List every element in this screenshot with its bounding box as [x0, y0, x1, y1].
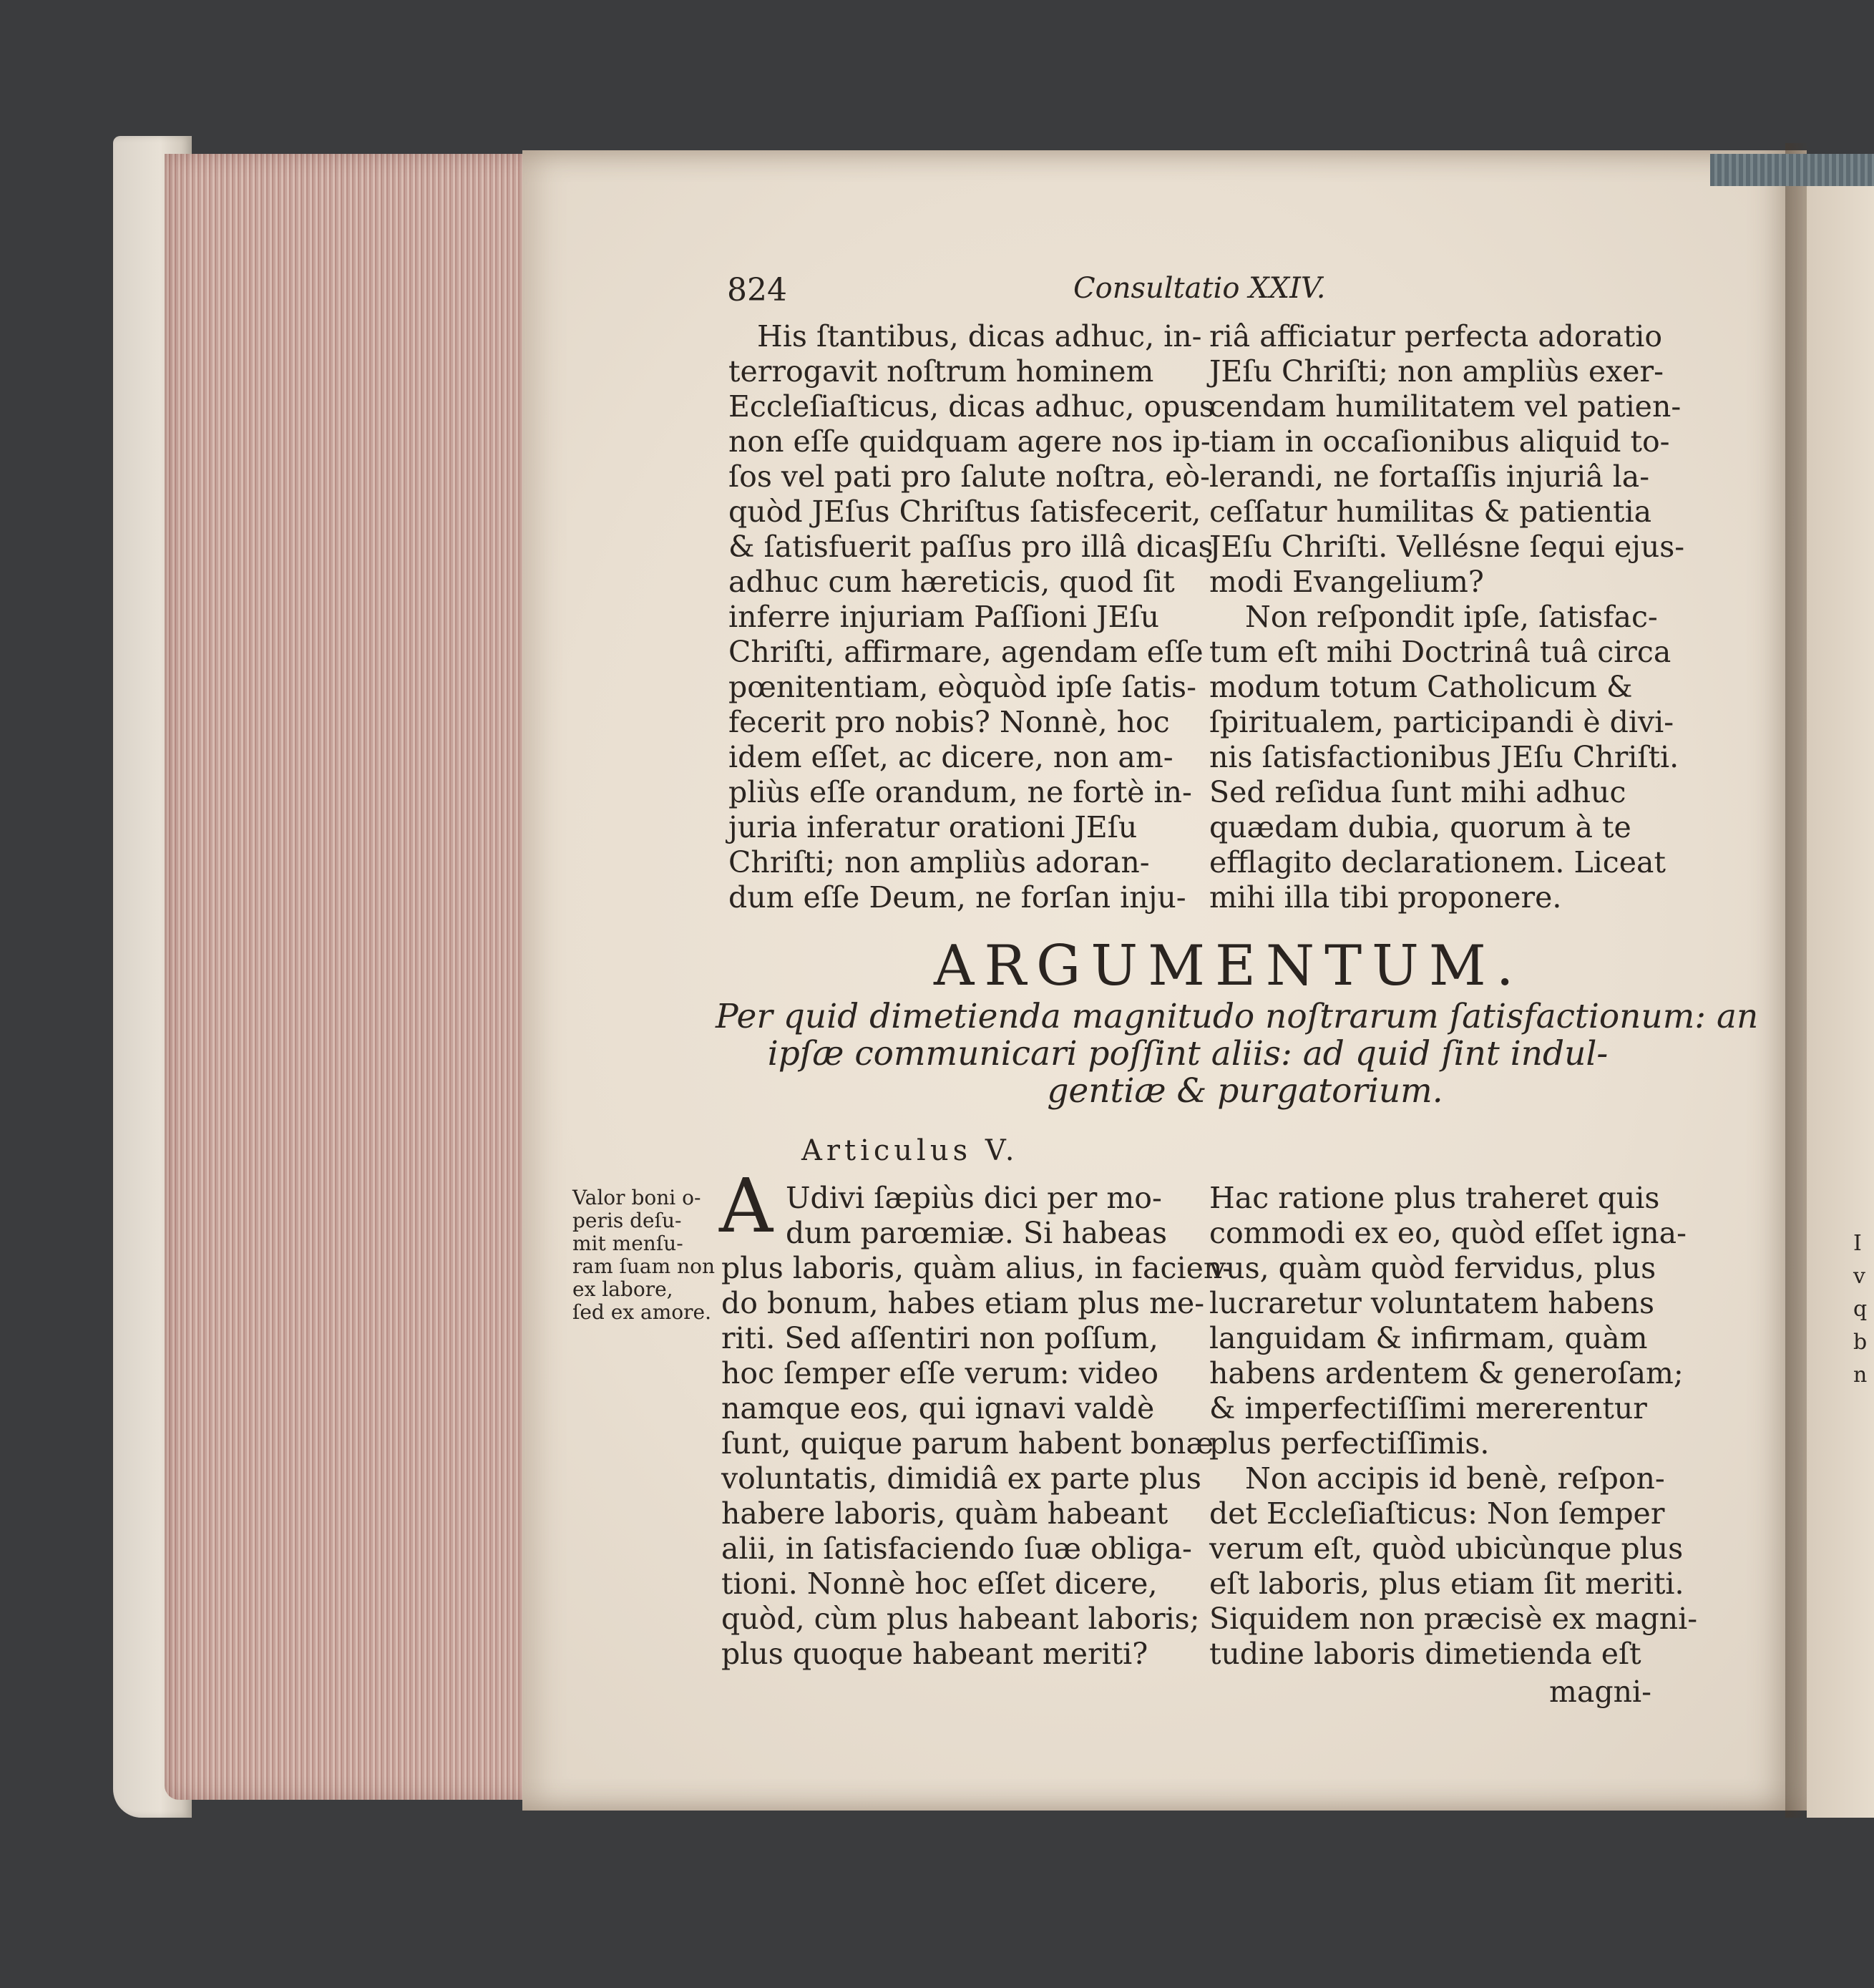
- text-line: Eccleſiaſticus, dicas adhuc, opus: [728, 389, 1214, 424]
- text-line: tudine laboris dimetienda eſt: [1209, 1637, 1641, 1671]
- text-line: dum eſſe Deum, ne forſan inju-: [728, 880, 1186, 915]
- catchword: magni-: [1549, 1675, 1651, 1709]
- page-block-fore-edge: [165, 154, 537, 1800]
- margin-note: [572, 1187, 715, 1324]
- margin-note-line: ram ſuam non: [572, 1254, 715, 1278]
- text-line: riti. Sed aſſentiri non poſſum,: [721, 1321, 1158, 1355]
- text-line: tum eſt mihi Doctrinâ tuâ circa: [1209, 635, 1672, 669]
- text-line: His ſtantibus, dicas adhuc, in-: [757, 319, 1202, 354]
- text-line: cendam humilitatem vel patien-: [1209, 389, 1682, 424]
- text-line: Chriſti; non ampliùs adoran-: [728, 845, 1150, 880]
- text-line: efflagito declarationem. Liceat: [1209, 845, 1666, 880]
- facing-glyph: n: [1853, 1363, 1868, 1388]
- subtitle-line: gentiæ & purgatorium.: [1047, 1071, 1443, 1111]
- text-line: eſt laboris, plus etiam ſit meriti.: [1209, 1566, 1684, 1601]
- articulus-heading: Articulus V.: [801, 1134, 1019, 1167]
- lower-right-column: [1209, 1181, 1698, 1672]
- text-line: quòd JEſus Chriſtus ſatisfecerit,: [728, 494, 1201, 529]
- text-line: vus, quàm quòd fervidus, plus: [1209, 1251, 1656, 1285]
- text-line: Sed reſidua ſunt mihi adhuc: [1209, 775, 1626, 809]
- text-line: ſunt, quique parum habent bonæ: [721, 1426, 1214, 1461]
- facing-glyph: b: [1853, 1330, 1868, 1355]
- text-line: juria inferatur orationi JEſu: [728, 810, 1138, 844]
- text-line: commodi ex eo, quòd eſſet igna-: [1209, 1216, 1687, 1250]
- text-line: inferre injuriam Paſſioni JEſu: [728, 600, 1159, 634]
- facing-page-edge: [1807, 172, 1874, 1818]
- text-line: & ſatisfuerit paſſus pro illâ dicas: [728, 530, 1214, 564]
- running-title: Consultatio XXIV.: [1073, 272, 1326, 305]
- text-line: modi Evangelium?: [1209, 565, 1484, 599]
- text-line: do bonum, habes etiam plus me-: [721, 1286, 1205, 1320]
- text-line: terrogavit noſtrum hominem: [728, 354, 1154, 389]
- facing-glyph: q: [1853, 1297, 1868, 1322]
- text-line: pliùs eſſe orandum, ne fortè in-: [728, 775, 1192, 809]
- margin-note-line: mit menſu-: [572, 1232, 683, 1255]
- text-line: adhuc cum hæreticis, quod ſit: [728, 565, 1175, 599]
- text-line: Chriſti, affirmare, agendam eſſe: [728, 635, 1204, 669]
- text-line: idem eſſet, ac dicere, non am-: [728, 740, 1173, 774]
- left-column: [728, 319, 1214, 915]
- spine-binding: [1710, 154, 1874, 186]
- facing-page-glyphs: [1853, 1227, 1867, 1392]
- text-line: nis ſatisfactionibus JEſu Chriſti.: [1209, 740, 1679, 774]
- text-line: voluntatis, dimidiâ ex parte plus: [721, 1461, 1201, 1496]
- text-line: quòd, cùm plus habeant laboris;: [721, 1602, 1200, 1636]
- text-line: lerandi, ne fortaſſis injuriâ la-: [1209, 459, 1650, 494]
- margin-note-line: Valor boni o-: [572, 1186, 701, 1209]
- margin-note-line: ex labore,: [572, 1277, 673, 1301]
- text-line: habens ardentem & generoſam;: [1209, 1356, 1684, 1390]
- text-line: pœnitentiam, eòquòd ipſe ſatis-: [728, 670, 1196, 704]
- text-line: tiam in occaſionibus aliquid to-: [1209, 424, 1670, 459]
- text-line: modum totum Catholicum &: [1209, 670, 1633, 704]
- text-line: Siquidem non præcisè ex magni-: [1209, 1602, 1698, 1636]
- text-line: det Eccleſiaſticus: Non ſemper: [1209, 1496, 1665, 1531]
- margin-note-line: ſed ex amore.: [572, 1300, 711, 1324]
- text-line: tioni. Nonnè hoc eſſet dicere,: [721, 1566, 1158, 1601]
- text-line: ſpiritualem, participandi è divi-: [1209, 705, 1674, 739]
- text-line: ceſſatur humilitas & patientia: [1209, 494, 1652, 529]
- text-line: namque eos, qui ignavi valdè: [721, 1391, 1155, 1426]
- text-line: alii, in ſatisfaciendo ſuæ obliga-: [721, 1531, 1192, 1566]
- text-line: habere laboris, quàm habeant: [721, 1496, 1168, 1531]
- subtitle-line: ipſæ communicari poſſint aliis: ad quid ſint indul-: [767, 1034, 1609, 1073]
- text-line: plus laboris, quàm alius, in facien-: [721, 1251, 1233, 1285]
- text-line: ſos vel pati pro ſalute noſtra, eò-: [728, 459, 1210, 494]
- text-line: plus quoque habeant meriti?: [721, 1637, 1148, 1671]
- text-line: languidam & infirmam, quàm: [1209, 1321, 1648, 1355]
- subtitle-line: Per quid dimetienda magnitudo noſtrarum ſatisfactionum: an: [716, 997, 1759, 1036]
- text-line: riâ afficiatur perfecta adoratio: [1209, 319, 1663, 354]
- text-line: fecerit pro nobis? Nonnè, hoc: [728, 705, 1170, 739]
- right-column: [1209, 319, 1685, 915]
- text-line: Non reſpondit ipſe, ſatisfac-: [1245, 600, 1658, 634]
- text-line: JEſu Chriſti; non ampliùs exer-: [1209, 354, 1664, 389]
- facing-glyph: v: [1853, 1264, 1865, 1289]
- text-line: hoc ſemper eſſe verum: video: [721, 1356, 1159, 1390]
- page-number: 824: [727, 272, 787, 308]
- gutter-shadow: [1785, 143, 1807, 1818]
- text-line: dum parœmiæ. Si habeas: [786, 1216, 1168, 1250]
- text-line: quædam dubia, quorum à te: [1209, 810, 1631, 844]
- text-line: mihi illa tibi proponere.: [1209, 880, 1562, 915]
- text-line: JEſu Chriſti. Vellésne ſequi ejus-: [1209, 530, 1685, 564]
- text-line: & imperfectiſſimi mererentur: [1209, 1391, 1647, 1426]
- argumentum-subtitle: [716, 997, 1759, 1111]
- text-line: Hac ratione plus traheret quis: [1209, 1181, 1660, 1215]
- text-line: Udivi ſæpiùs dici per mo-: [786, 1181, 1162, 1215]
- facing-glyph: I: [1853, 1231, 1862, 1256]
- text-line: lucraretur voluntatem habens: [1209, 1286, 1655, 1320]
- drop-capital: A: [719, 1162, 773, 1249]
- argumentum-heading: ARGUMENTUM.: [934, 934, 1524, 998]
- text-line: Non accipis id benè, reſpon-: [1245, 1461, 1665, 1496]
- margin-note-line: peris deſu-: [572, 1209, 682, 1232]
- text-line: non eſſe quidquam agere nos ip-: [728, 424, 1211, 459]
- text-line: plus perfectiſſimis.: [1209, 1426, 1490, 1461]
- text-line: verum eſt, quòd ubicùnque plus: [1209, 1531, 1684, 1566]
- lower-left-column: [721, 1181, 1233, 1672]
